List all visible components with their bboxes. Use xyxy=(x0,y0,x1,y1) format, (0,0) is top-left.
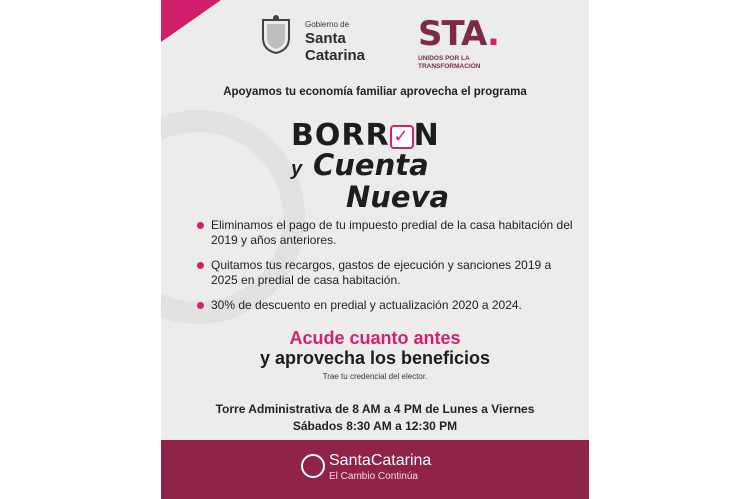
benefit-item: Eliminamos el pago de tu impuesto predial de la casa habitación del 2019 y años anteriores. xyxy=(197,218,577,248)
program-title xyxy=(291,118,491,214)
poster xyxy=(161,0,589,499)
intro-text: Apoyamos tu economía familiar aprovecha el programa xyxy=(223,86,527,98)
sta-logo xyxy=(418,14,499,54)
title-part1: BORR xyxy=(291,118,390,153)
santa-catarina-logo-icon xyxy=(301,454,325,478)
cta-subheadline: y aprovecha los beneficios xyxy=(259,348,491,368)
benefit-list xyxy=(197,218,577,323)
municipal-seal-icon xyxy=(259,14,293,54)
benefit-item: 30% de descuento en predial y actualización 2020 a 2024. xyxy=(197,298,577,313)
sta-logo-text: STA xyxy=(418,14,487,54)
sta-slogan: UNIDOS POR LA TRANSFORMACIÓN xyxy=(418,55,481,70)
municipality-name: Santa Catarina xyxy=(305,30,366,64)
check-icon: ✓ xyxy=(390,125,414,149)
header-logos xyxy=(253,10,573,72)
footer-slogan: El Cambio Continúa xyxy=(329,471,418,482)
cta-headline: Acude cuanto antes xyxy=(289,328,461,348)
cta-note: Trae tu credencial del elector. xyxy=(322,372,428,381)
title-y: y xyxy=(291,158,303,180)
benefit-item: Quitamos tus recargos, gastos de ejecución y sanciones 2019 a 2025 en predial de casa habitación. xyxy=(197,258,577,288)
title-cuenta: Cuenta xyxy=(313,148,429,182)
footer-banner xyxy=(161,440,589,499)
government-label: Gobierno de xyxy=(305,20,350,29)
title-nueva: Nueva xyxy=(346,180,450,214)
hours-weekdays: Torre Administrativa de 8 AM a 4 PM de Lunes a Viernes xyxy=(215,402,535,416)
footer-brand: SantaCatarina xyxy=(329,452,432,469)
hours-saturday: Sábados 8:30 AM a 12:30 PM xyxy=(292,419,458,433)
corner-decoration xyxy=(161,0,221,42)
sta-logo-dot: . xyxy=(486,14,499,54)
title-part2: N xyxy=(413,118,440,153)
